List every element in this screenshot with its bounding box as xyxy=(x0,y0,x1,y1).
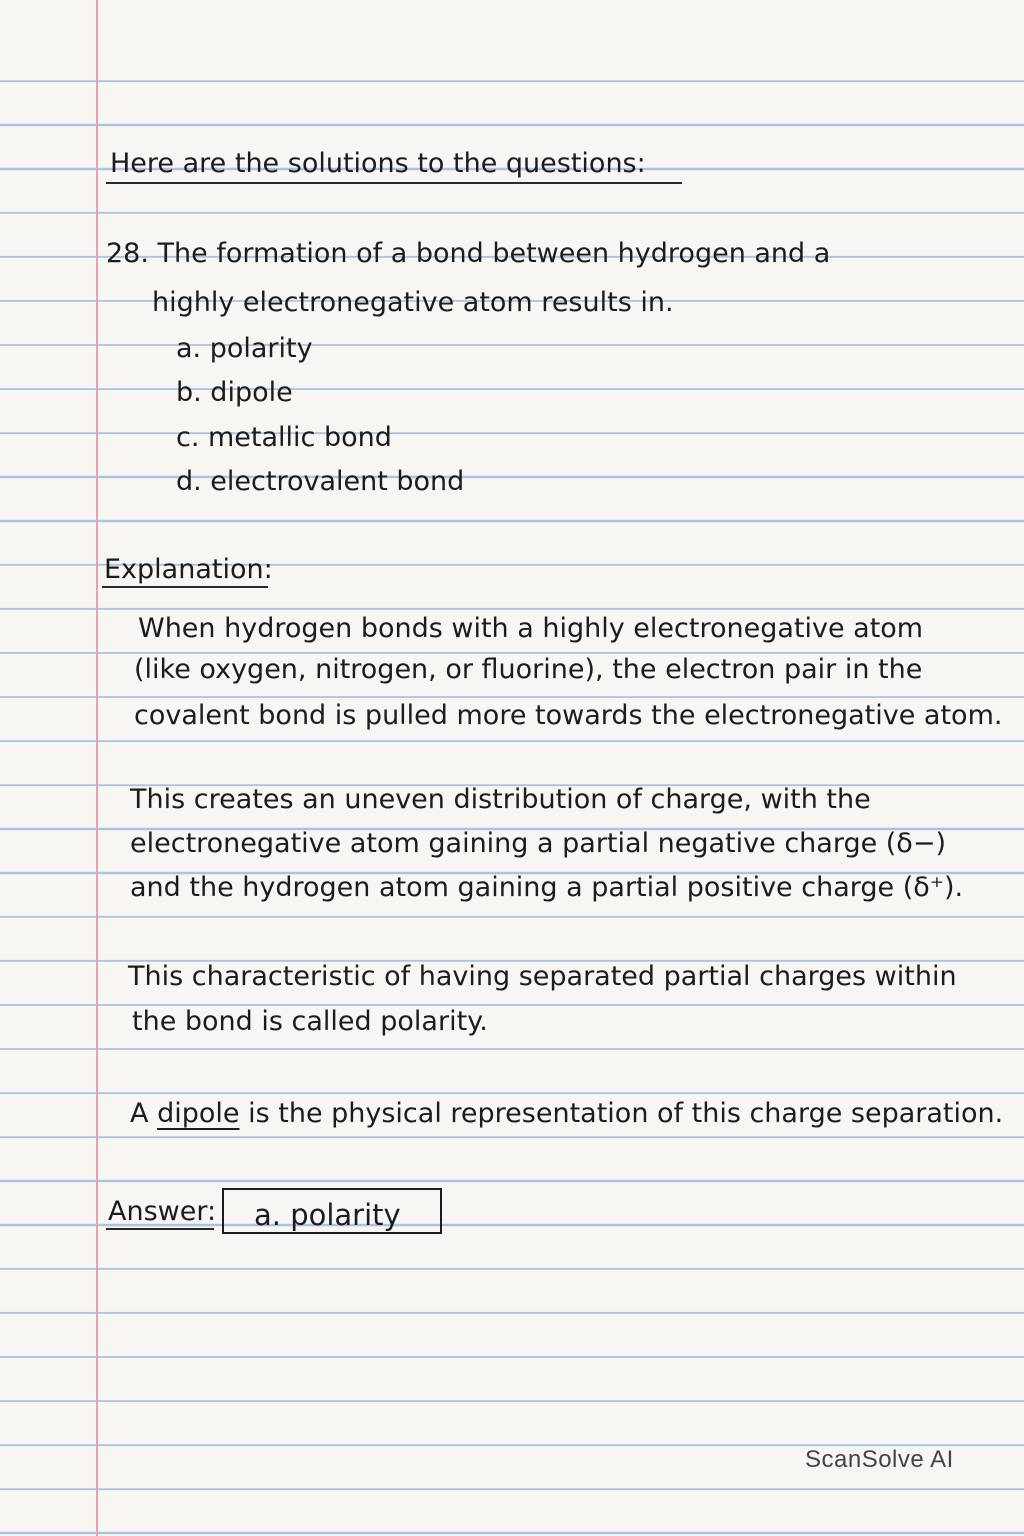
notebook-margin-line xyxy=(96,0,98,1536)
para3-line-1: This characteristic of having separated partial charges within xyxy=(128,961,957,992)
option-c: c. metallic bond xyxy=(176,422,392,453)
para3-line-2: the bond is called polarity. xyxy=(132,1006,488,1037)
answer-box xyxy=(222,1188,442,1234)
question-line-1: 28. The formation of a bond between hydrogen and a xyxy=(106,238,831,269)
para2-line-3: and the hydrogen atom gaining a partial positive charge (δ⁺). xyxy=(130,872,964,903)
para2-line-2: electronegative atom gaining a partial negative charge (δ−) xyxy=(130,828,946,859)
explanation-label: Explanation: xyxy=(104,554,273,585)
para2-line-1: This creates an uneven distribution of charge, with the xyxy=(130,784,871,815)
para1-line-3: covalent bond is pulled more towards the electronegative atom. xyxy=(134,700,1003,731)
answer-underline xyxy=(106,1228,214,1230)
answer-label: Answer: xyxy=(108,1196,217,1227)
dipole-term: dipole xyxy=(157,1098,240,1129)
para1-line-2: (like oxygen, nitrogen, or fluorine), the electron pair in the xyxy=(134,654,923,685)
answer-value: a. polarity xyxy=(254,1198,401,1232)
option-a: a. polarity xyxy=(176,333,313,364)
option-b: b. dipole xyxy=(176,377,293,408)
para4-prefix: A xyxy=(130,1098,149,1129)
heading-underline xyxy=(106,182,682,184)
question-line-2: highly electronegative atom results in. xyxy=(152,287,674,318)
page-heading: Here are the solutions to the questions: xyxy=(110,148,646,179)
explanation-underline xyxy=(102,586,268,588)
para4-line xyxy=(130,1100,1003,1127)
para1-line-1: When hydrogen bonds with a highly electronegative atom xyxy=(138,613,924,644)
scansolve-watermark: ScanSolve AI xyxy=(805,1446,954,1473)
para4-suffix: is the physical representation of this charge separation. xyxy=(248,1098,1004,1129)
option-d: d. electrovalent bond xyxy=(176,466,465,497)
